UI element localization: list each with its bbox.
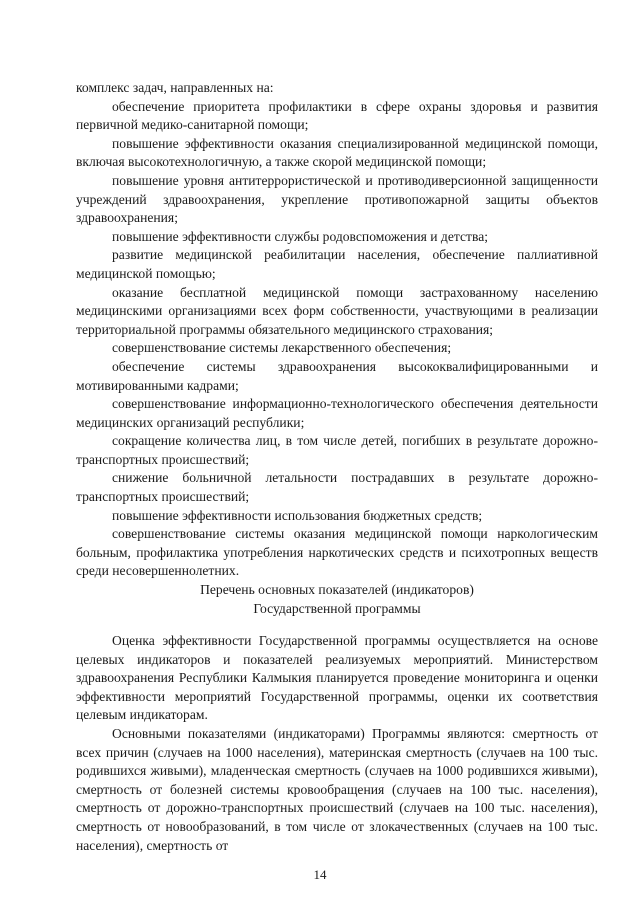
list-item: снижение больничной летальности пострадавших в результате дорожно-транспортных происшествий; xyxy=(76,470,598,505)
indicators-section xyxy=(76,632,598,855)
heading-line-2: Государственной программы xyxy=(253,600,421,616)
list-item: развитие медицинской реабилитации населения, обеспечение паллиативной медицинской помощью; xyxy=(76,247,598,281)
list-item: обеспечение системы здравоохранения высококвалифицированными и мотивированными кадрами; xyxy=(76,358,598,393)
task-list xyxy=(76,79,598,581)
paragraph: Оценка эффективности Государственной программы осуществляется на основе целевых индикаторов и показателей реализуемых мероприятий. Министерством здравоохранения Республики Калмыкия планируется проведение мониторинга и оценки эффективности мероприятий Государственной программы, оценки их соответствия целевым индикаторам. xyxy=(76,633,598,723)
list-item: повышение эффективности использования бюджетных средств; xyxy=(112,507,483,523)
list-item: обеспечение приоритета профилактики в сфере охраны здоровья и развития первичной медико-санитарной помощи; xyxy=(76,98,598,133)
list-item: совершенствование системы лекарственного обеспечения; xyxy=(112,340,452,356)
list-item: повышение эффективности службы родовспоможения и детства; xyxy=(112,228,489,244)
list-item: повышение эффективности оказания специализированной медицинской помощи, включая высокотехнологичную, а также скорой медицинской помощи; xyxy=(76,135,598,170)
list-item: совершенствование информационно-технологического обеспечения деятельности медицинских организаций республики; xyxy=(76,396,598,430)
list-item: оказание бесплатной медицинской помощи застрахованному населению медицинскими организациями всех форм собственности, участвующими в реализации территориальной программы обязательного медицинского страхования; xyxy=(76,284,598,337)
list-item: сокращение количества лиц, в том числе детей, погибших в результате дорожно-транспортных происшествий; xyxy=(76,433,598,467)
section-heading xyxy=(76,581,598,618)
paragraph: Основными показателями (индикаторами) Программы являются: смертность от всех причин (случаев на 1000 населения), материнская смертность (случаев на 100 тыс. родившихся живыми), младенческая смертность (случаев на 1000 родившихся живыми), смертность от болезней системы кровообращения (случаев на 100 тыс. населения), смертность от дорожно-транспортных происшествий (случаев на 100 тыс. населения), смертность от новообразований, в том числе от злокачественных (случаев на 100 тыс. населения), смертность от xyxy=(76,725,598,853)
list-item: совершенствование системы оказания медицинской помощи наркологическим больным, профилактика употребления наркотических средств и психотропных веществ среди несовершеннолетних. xyxy=(76,526,598,579)
page-number: 14 xyxy=(313,867,327,882)
list-item: повышение уровня антитеррористической и противодиверсионной защищенности учреждений здравоохранения, укрепление противопожарной защиты объектов здравоохранения; xyxy=(76,172,598,226)
heading-line-1: Перечень основных показателей (индикаторов) xyxy=(200,582,474,597)
intro-line: комплекс задач, направленных на: xyxy=(76,80,274,95)
